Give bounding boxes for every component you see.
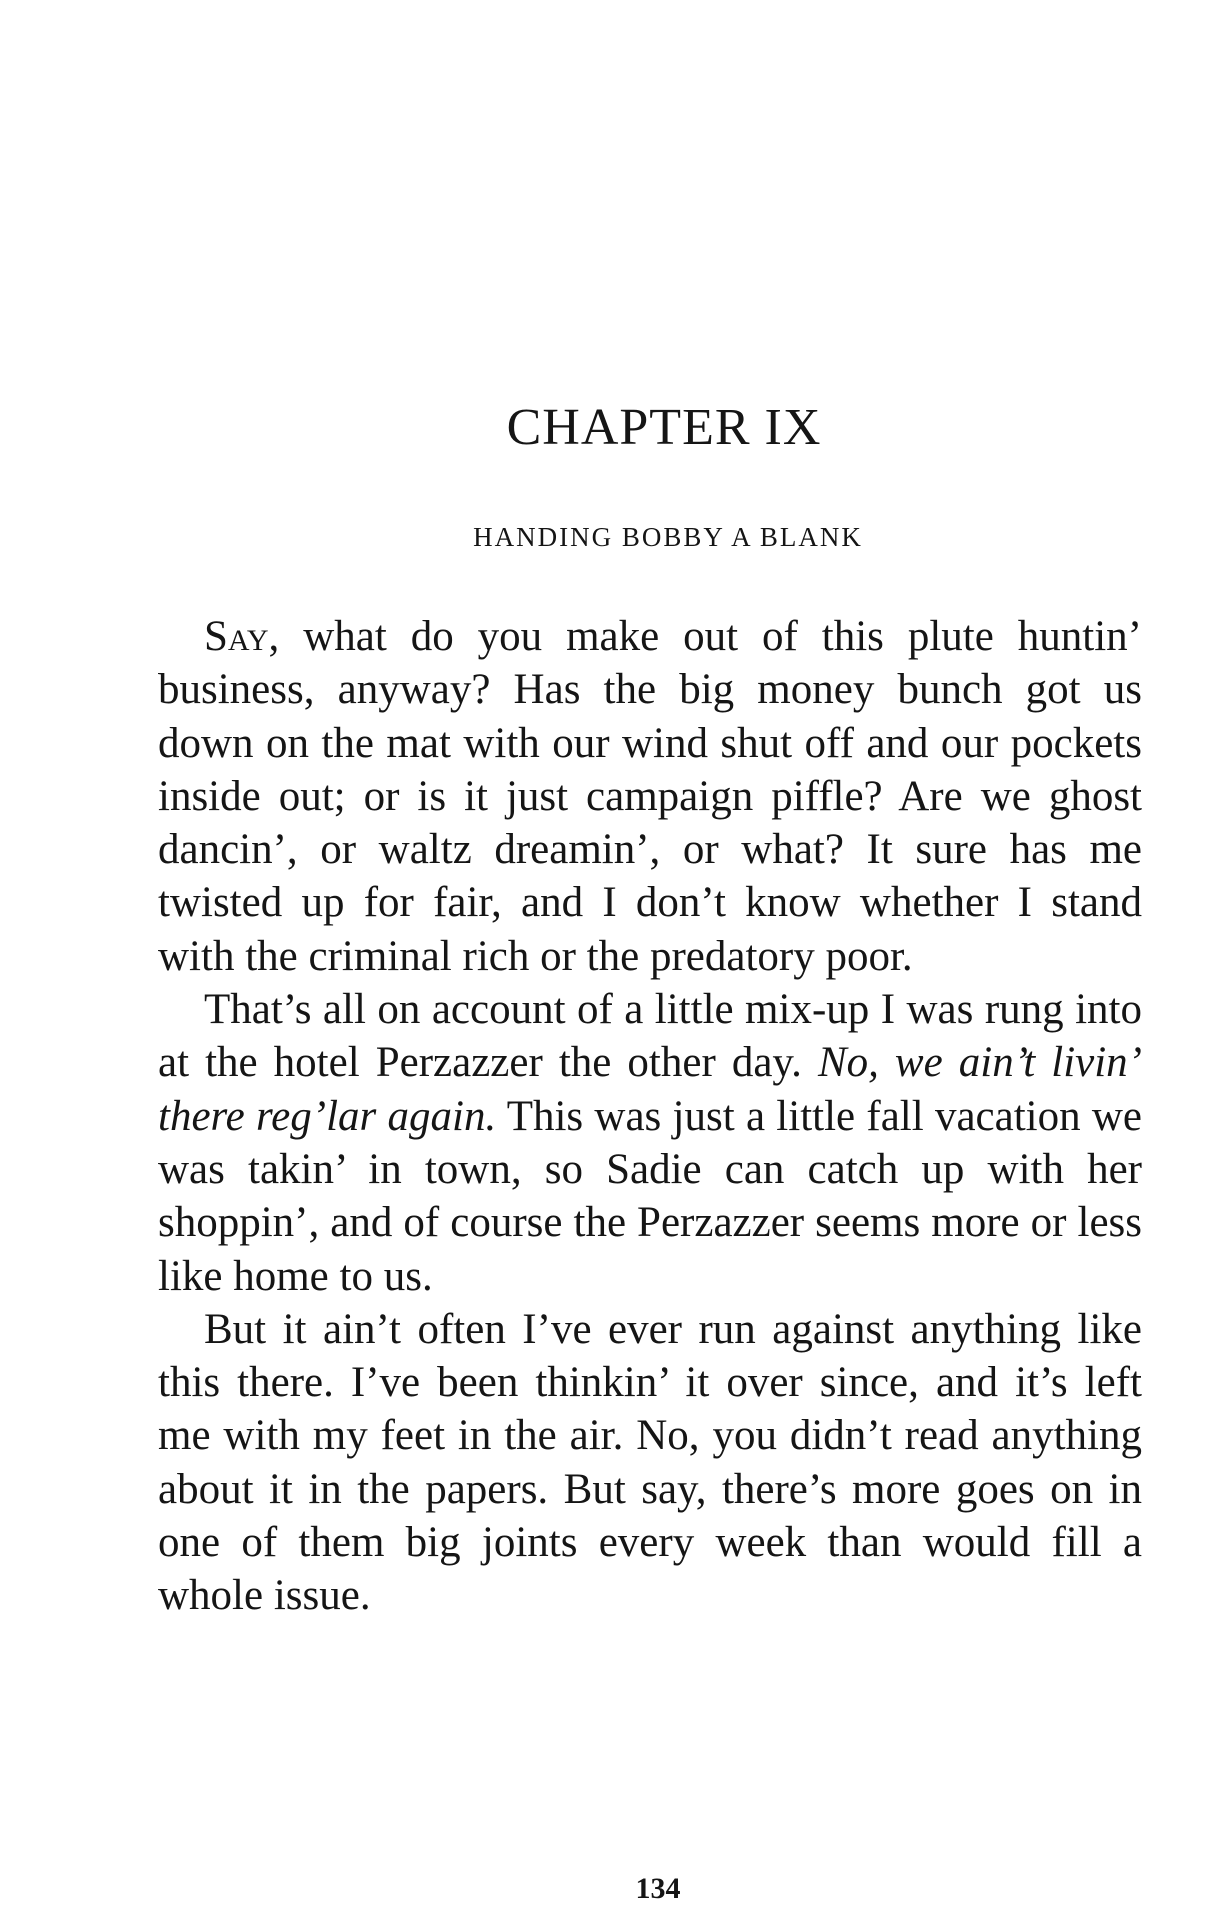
chapter-title: CHAPTER IX: [506, 399, 822, 456]
chapter-body: [158, 610, 1142, 1623]
paragraph-2-italic: No, we ain’t livin’ there reg’lar again.: [158, 1039, 1142, 1140]
paragraph-2: [158, 983, 1142, 1303]
paragraph-3: But it ain’t often I’ve ever run against anything like this there. I’ve been thinkin’ it over since, and it’s left me with my feet in the air. No, you didn’t read anything about it in the papers. But say, there’s more goes on in one of them big joints every week than would fill a whole issue.: [158, 1305, 1142, 1620]
paragraph-1-text: , what do you make out of this plute huntin’ business, anyway? Has the big money bunch got us down on the mat with our wind shut off and our pockets inside out; or is it just campaign piffle? Are we ghost dancin’, or waltz dreamin’, or what? It sure has me twisted up for fair, and I don’t know whether I stand with the criminal rich or the predatory poor.: [158, 613, 1142, 980]
paragraph-2-end: This was just a little fall vacation we was takin’ in town, so Sadie can catch up with her shoppin’, and of course the Perzazzer seems more or less like home to us.: [158, 1092, 1142, 1300]
paragraph-1: [158, 610, 1142, 983]
chapter-subtitle: HANDING BOBBY A BLANK: [473, 522, 863, 552]
paragraph-1-first-word: Say: [204, 613, 269, 660]
paragraph-2-start: That’s all on account of a little mix-up I was rung into at the hotel Perzazzer the other day.: [158, 986, 1142, 1087]
page-number: 134: [635, 1872, 681, 1905]
